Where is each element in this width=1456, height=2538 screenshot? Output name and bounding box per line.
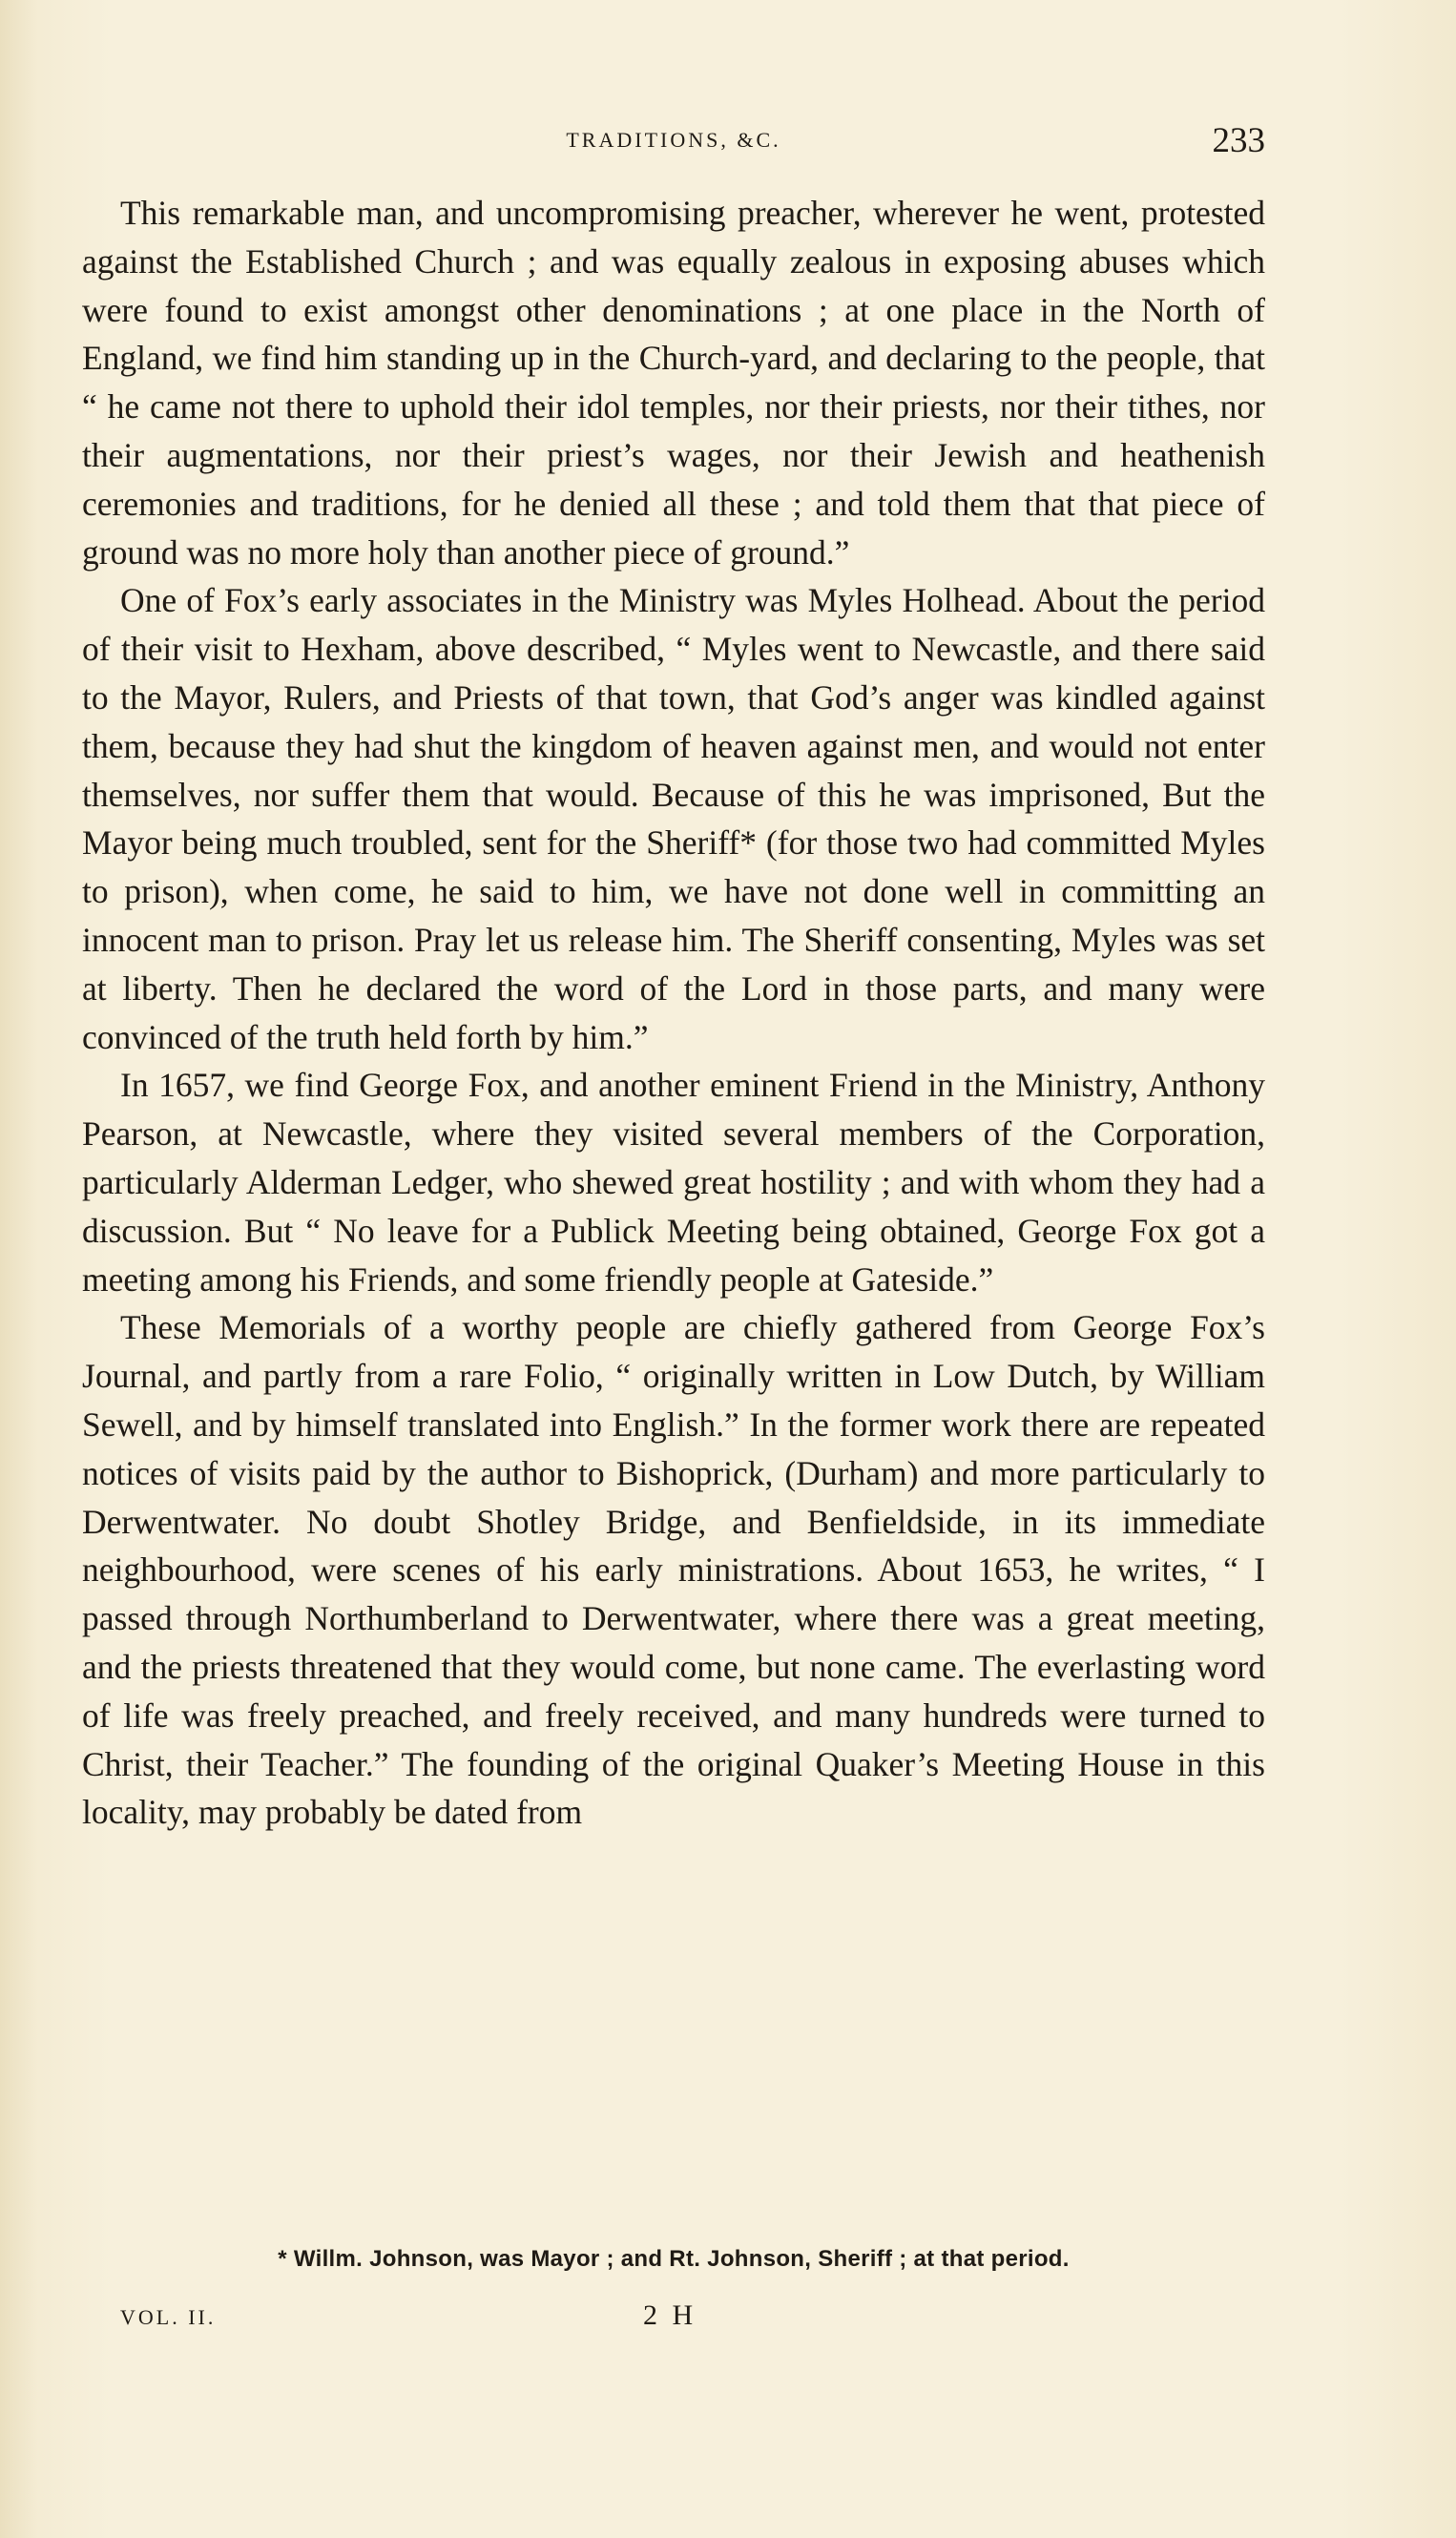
body-text: [82, 189, 1265, 1837]
page-number: 233: [1212, 121, 1265, 160]
running-head: [82, 120, 1265, 158]
footnote: * Willm. Johnson, was Mayor ; and Rt. Johnson, Sheriff ; at that period.: [278, 2246, 1070, 2272]
paragraph: In 1657, we find George Fox, and another eminent Friend in the Ministry, Anthony Pearson, at Newcastle, where they visited several members of the Corporation, particularly Alderman Ledger, who shewed great hostility ; and with whom they had a discussion. But “ No leave for a Publick Meeting being obtained, George Fox got a meeting among his Friends, and some friendly people at Gateside.”: [82, 1066, 1265, 1299]
running-title: TRADITIONS, &C.: [566, 128, 781, 152]
volume-label: VOL. II.: [120, 2305, 217, 2329]
paragraph: This remarkable man, and uncompromising preacher, wherever he went, protested against the Established Church ; and was equally zealous in exposing abuses which were found to exist amongst other denominations ; at one place in the North of England, we find him standing up in the Church-yard, and declaring to the people, that “ he came not there to uphold their idol temples, nor their priests, nor their tithes, nor their augmentations, nor their priest’s wages, nor their Jewish and heathenish ceremonies and traditions, for he denied all these ; and told them that that piece of ground was no more holy than another piece of ground.”: [82, 194, 1265, 572]
signature-line: [120, 2299, 1170, 2338]
paragraph: One of Fox’s early associates in the Ministry was Myles Holhead. About the period of their visit to Hexham, above described, “ Myles went to Newcastle, and there said to the Mayor, Rulers, and Priests of that town, that God’s anger was kindled against them, because they had shut the kingdom of heaven against men, and would not enter themselves, nor suffer them that would. Because of this he was imprisoned, But the Mayor being much troubled, sent for the Sheriff* (for those two had committed Myles to prison), when come, he said to him, we have not done well in committing an innocent man to prison. Pray let us release him. The Sheriff consenting, Myles was set at liberty. Then he declared the word of the Lord in those parts, and many were convinced of the truth held forth by him.”: [82, 581, 1265, 1056]
signature-mark: 2 H: [643, 2299, 697, 2331]
paragraph: These Memorials of a worthy people are chiefly gathered from George Fox’s Journal, and partly from a rare Folio, “ originally written in Low Dutch, by William Sewell, and by himself translated into English.” In the former work there are repeated notices of visits paid by the author to Bishoprick, (Durham) and more particularly to Derwentwater. No doubt Shotley Bridge, and Benfieldside, in its immediate neighbourhood, were scenes of his early ministrations. About 1653, he writes, “ I passed through Northumberland to Derwentwater, where there was a great meeting, and the priests threatened that they would come, but none came. The everlasting word of life was freely preached, and freely received, and many hundreds were turned to Christ, their Teacher.” The founding of the original Quaker’s Meeting House in this locality, may probably be dated from: [82, 1308, 1265, 1832]
